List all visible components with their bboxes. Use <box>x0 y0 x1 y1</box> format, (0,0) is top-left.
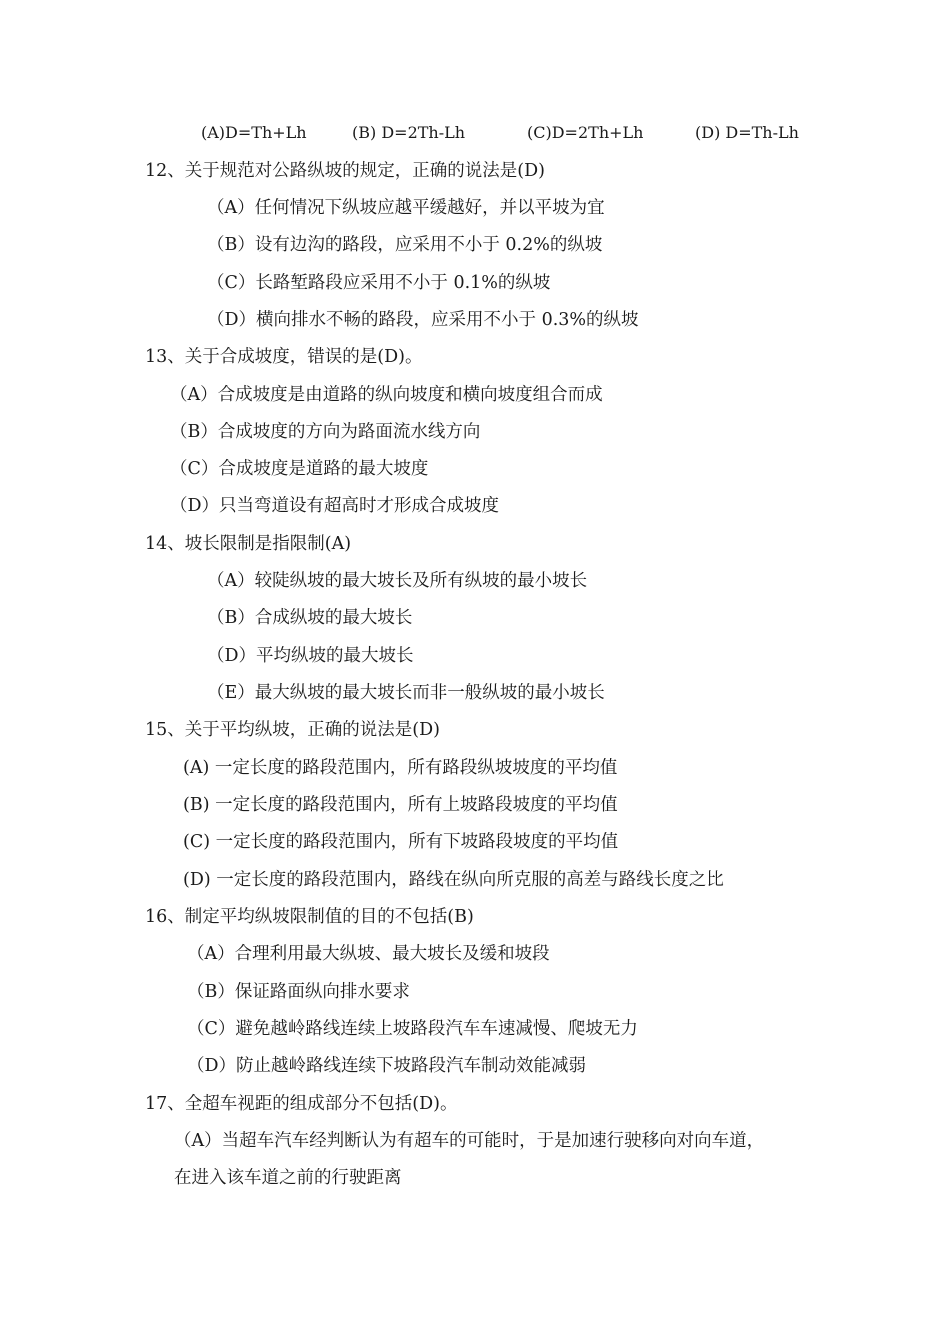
q11-option-d: (D) D=Th-Lh <box>695 123 799 142</box>
q11-option-b: (B) D=2Th-Lh <box>352 123 466 142</box>
q16-option-a: （A）合理利用最大纵坡、最大坡长及缓和坡段 <box>187 944 550 964</box>
q13-option-d: （D）只当弯道设有超高时才形成合成坡度 <box>170 496 500 516</box>
q12-option-c: （C）长路堑路段应采用不小于 0.1%的纵坡 <box>207 273 551 293</box>
q16-option-b: （B）保证路面纵向排水要求 <box>187 982 410 1002</box>
q15-option-c: (C) 一定长度的路段范围内，所有下坡路段坡度的平均值 <box>183 832 619 852</box>
q14-option-d: （D）平均纵坡的最大坡长 <box>207 646 414 666</box>
q14-option-b: （B）合成纵坡的最大坡长 <box>207 608 413 628</box>
q15-option-d: (D) 一定长度的路段范围内，路线在纵向所克服的高差与路线长度之比 <box>183 870 724 890</box>
q12-question: 12、关于规范对公路纵坡的规定，正确的说法是(D) <box>145 161 545 181</box>
q13-option-a: （A）合成坡度是由道路的纵向坡度和横向坡度组合而成 <box>170 385 603 405</box>
q11-option-c: (C)D=2Th+Lh <box>527 123 644 142</box>
q12-option-b: （B）设有边沟的路段，应采用不小于 0.2%的纵坡 <box>207 235 603 255</box>
q13-option-c: （C）合成坡度是道路的最大坡度 <box>170 459 429 479</box>
q16-option-c: （C）避免越岭路线连续上坡路段汽车车速减慢、爬坡无力 <box>187 1019 638 1039</box>
q17-question: 17、全超车视距的组成部分不包括(D)。 <box>145 1094 458 1114</box>
q17-option-a-line1: （A）当超车汽车经判断认为有超车的可能时，于是加速行驶移向对向车道， <box>174 1131 765 1151</box>
q11-options <box>0 122 950 144</box>
q14-question: 14、坡长限制是指限制(A) <box>145 534 352 554</box>
q12-option-d: （D）横向排水不畅的路段，应采用不小于 0.3%的纵坡 <box>207 310 639 330</box>
q14-option-a: （A）较陡纵坡的最大坡长及所有纵坡的最小坡长 <box>207 571 588 591</box>
q12-option-a: （A）任何情况下纵坡应越平缓越好，并以平坡为宜 <box>207 198 605 218</box>
q15-question: 15、关于平均纵坡，正确的说法是(D) <box>145 720 440 740</box>
q16-question: 16、制定平均纵坡限制值的目的不包括(B) <box>145 907 474 927</box>
q16-option-d: （D）防止越岭路线连续下坡路段汽车制动效能减弱 <box>187 1056 587 1076</box>
q17-option-a-line2: 在进入该车道之前的行驶距离 <box>174 1168 402 1188</box>
q15-option-a: (A) 一定长度的路段范围内，所有路段纵坡坡度的平均值 <box>183 758 618 778</box>
q13-option-b: （B）合成坡度的方向为路面流水线方向 <box>170 422 481 442</box>
q14-option-e: （E）最大纵坡的最大坡长而非一般纵坡的最小坡长 <box>207 683 605 703</box>
q15-option-b: (B) 一定长度的路段范围内，所有上坡路段坡度的平均值 <box>183 795 618 815</box>
q13-question: 13、关于合成坡度，错误的是(D)。 <box>145 347 423 367</box>
q11-option-a: (A)D=Th+Lh <box>201 123 307 142</box>
